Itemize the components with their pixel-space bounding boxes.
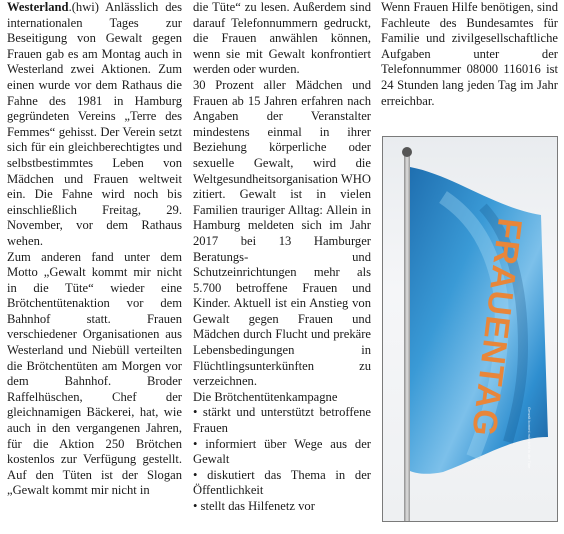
flag-text: FRAUENTAG bbox=[464, 216, 529, 439]
paragraph: Wenn Frauen Hilfe benötigen, sind Fachleute des Bundesamtes für Familie und zivilgesellschaftliche Aufgaben unter der Telefonnummer 08000 116016 ist 24 Stunden lang jeden Tag im Jahr erreichbar. bbox=[381, 0, 558, 108]
lead-text: .(hwi) Anlässlich des internationalen Tages zur Beseitigung von Gewalt gegen Frauen gab es am Montag auch in Westerland zwei Aktionen. Zum einen wurde vor dem Rathaus die Fahne des 1981 in Hamburg gegründeten Vereins „Terre des Femmes“ gehisst. Der Verein setzt sich für ein gleichberechtigtes und selbstbestimmtes Leben von Mädchen und Frauen weltweit ein. Die Fahne wird noch bis einschließlich Freitag, 29. November, vor dem Rathaus wehen. bbox=[7, 0, 182, 248]
list-intro: Die Brötchentütenkampagne bbox=[193, 389, 338, 404]
paragraph: 30 Prozent aller Mädchen und Frauen ab 15 Jahren erfahren nach Angaben der Veranstalter mindestens einmal in ihrer Beziehung körperliche oder sexuelle Gewalt, wird die Weltgesundheitsorganisation WHO zitiert. Gewalt ist in vielen Familien trauriger Alltag: Allein in Hamburg meldeten sich im Jahr 2017 bei 13 Hamburger Beratungs- und Schutzeinrichtungen mehr als 5.700 betroffene Frauen und Kinder. Aktuell ist ein Anstieg von Gewalt gegen Frauen und Mädchen durch Flucht und prekäre Lebensbedingungen in Flüchtlingsunterkünften zu verzeichnen. bbox=[193, 77, 371, 389]
list-item: • stärkt und unterstützt betroffene Frauen bbox=[193, 405, 371, 436]
dateline-location: Westerland bbox=[7, 0, 69, 14]
flag-pole bbox=[404, 153, 410, 521]
paragraph: die Tüte“ zu lesen. Außerdem sind darauf Telefonnummern gedruckt, die Frauen anwählen können, wenn sie mit Gewalt konfrontiert werden oder wurden. bbox=[193, 0, 371, 77]
article-column-1 bbox=[7, 0, 182, 499]
paragraph-lead bbox=[7, 0, 182, 250]
list-item: • stellt das Hilfenetz vor bbox=[193, 499, 315, 513]
article-column-3 bbox=[381, 0, 558, 109]
pole-finial bbox=[402, 147, 412, 157]
flag-photo bbox=[382, 136, 558, 522]
paragraph: Zum anderen fand unter dem Motto „Gewalt kommt mir nicht in die Tüte“ wieder eine Brötchentütenaktion vor dem Bahnhof statt. Frauen verschiedener Organisationen aus Westerland und Niebüll verteilten die Brötchentüten am Morgen vor dem Bahnhof. Broder Raffelhüschen, Chef der gleichnamigen Bäckerei, hat, wie auch in den vergangenen Jahren, für die Aktion 250 Brötchen kostenlos zur Verfügung gestellt. Auf den Tüten ist der Slogan „Gewalt kommt mir nicht in bbox=[7, 249, 182, 498]
list-item: • diskutiert das Thema in der Öffentlichkeit bbox=[193, 467, 371, 498]
flag-small-text: Gewalt kommt mir nicht in die Tüte bbox=[527, 407, 532, 469]
list-item: • informiert über Wege aus der Gewalt bbox=[193, 436, 371, 467]
article-column-2 bbox=[193, 0, 371, 515]
flag-illustration bbox=[383, 137, 557, 521]
